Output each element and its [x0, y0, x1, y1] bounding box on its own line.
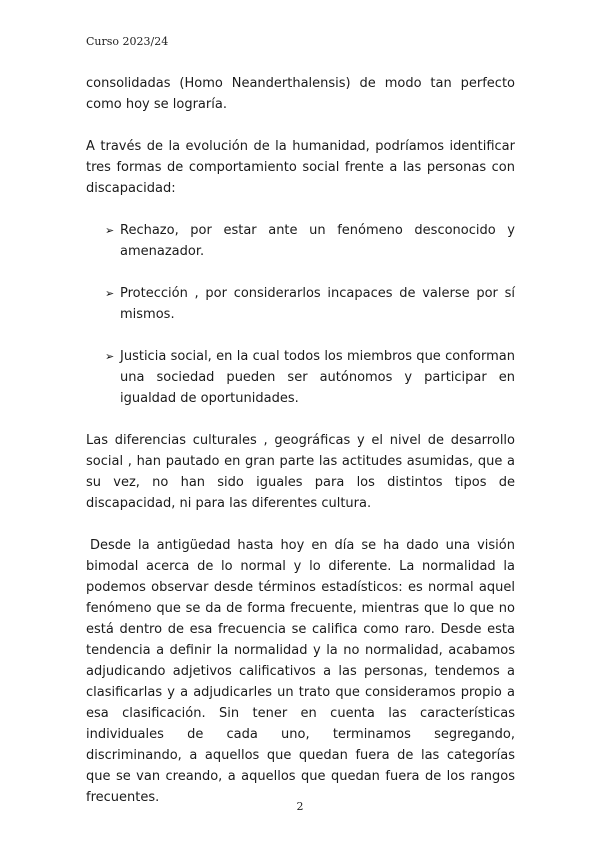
page-number: 2 — [296, 800, 304, 813]
bullet-list — [86, 220, 515, 409]
list-item-text: Rechazo, por estar ante un fenómeno desconocido y amenazador. — [120, 223, 515, 259]
list-item — [86, 283, 515, 325]
list-item — [86, 346, 515, 409]
paragraph-cultural-differences: Las diferencias culturales , geográficas y el nivel de desarrollo social , han pautado en gran parte las actitudes asumidas, que a su vez, no han sido iguales para los distintos tipos de discapacidad, ni para las diferentes cultura. — [86, 433, 515, 511]
paragraph-normality: Desde la antigüedad hasta hoy en día se ha dado una visión bimodal acerca de lo normal y lo diferente. La normalidad la podemos observar desde términos estadísticos: es normal aquel fenómeno que se da de forma frecuente, mientras que lo que no está dentro de esa frecuencia se califica como raro. Desde esta tendencia a definir la normalidad y la no normalidad, acabamos adjudicando adjetivos calificativos a las personas, tendemos a clasificarlas y a adjudicarles un trato que consideramos propio a esa clasificación. Sin tener en cuenta las características individuales de cada uno, terminamos segregando, discriminando, a aquellos que quedan fuera de las categorías que se van creando, a aquellos que quedan fuera de los rangos frecuentes. — [86, 538, 515, 805]
paragraph-continuation: consolidadas (Homo Neanderthalensis) de modo tan perfecto como hoy se lograría. — [86, 76, 515, 112]
document-body — [86, 73, 515, 808]
paragraph-intro: A través de la evolución de la humanidad, podríamos identificar tres formas de comportamiento social frente a las personas con discapacidad: — [86, 139, 515, 196]
arrow-bullet-icon: ➢ — [105, 350, 115, 363]
page-header: Curso 2023/24 — [86, 35, 169, 48]
arrow-bullet-icon: ➢ — [105, 224, 115, 237]
arrow-bullet-icon: ➢ — [105, 287, 115, 300]
list-item-text: Protección , por considerarlos incapaces de valerse por sí mismos. — [120, 286, 515, 322]
list-item — [86, 220, 515, 262]
list-item-text: Justicia social, en la cual todos los miembros que conforman una sociedad pueden ser autónomos y participar en igualdad de oportunidades. — [120, 349, 515, 406]
